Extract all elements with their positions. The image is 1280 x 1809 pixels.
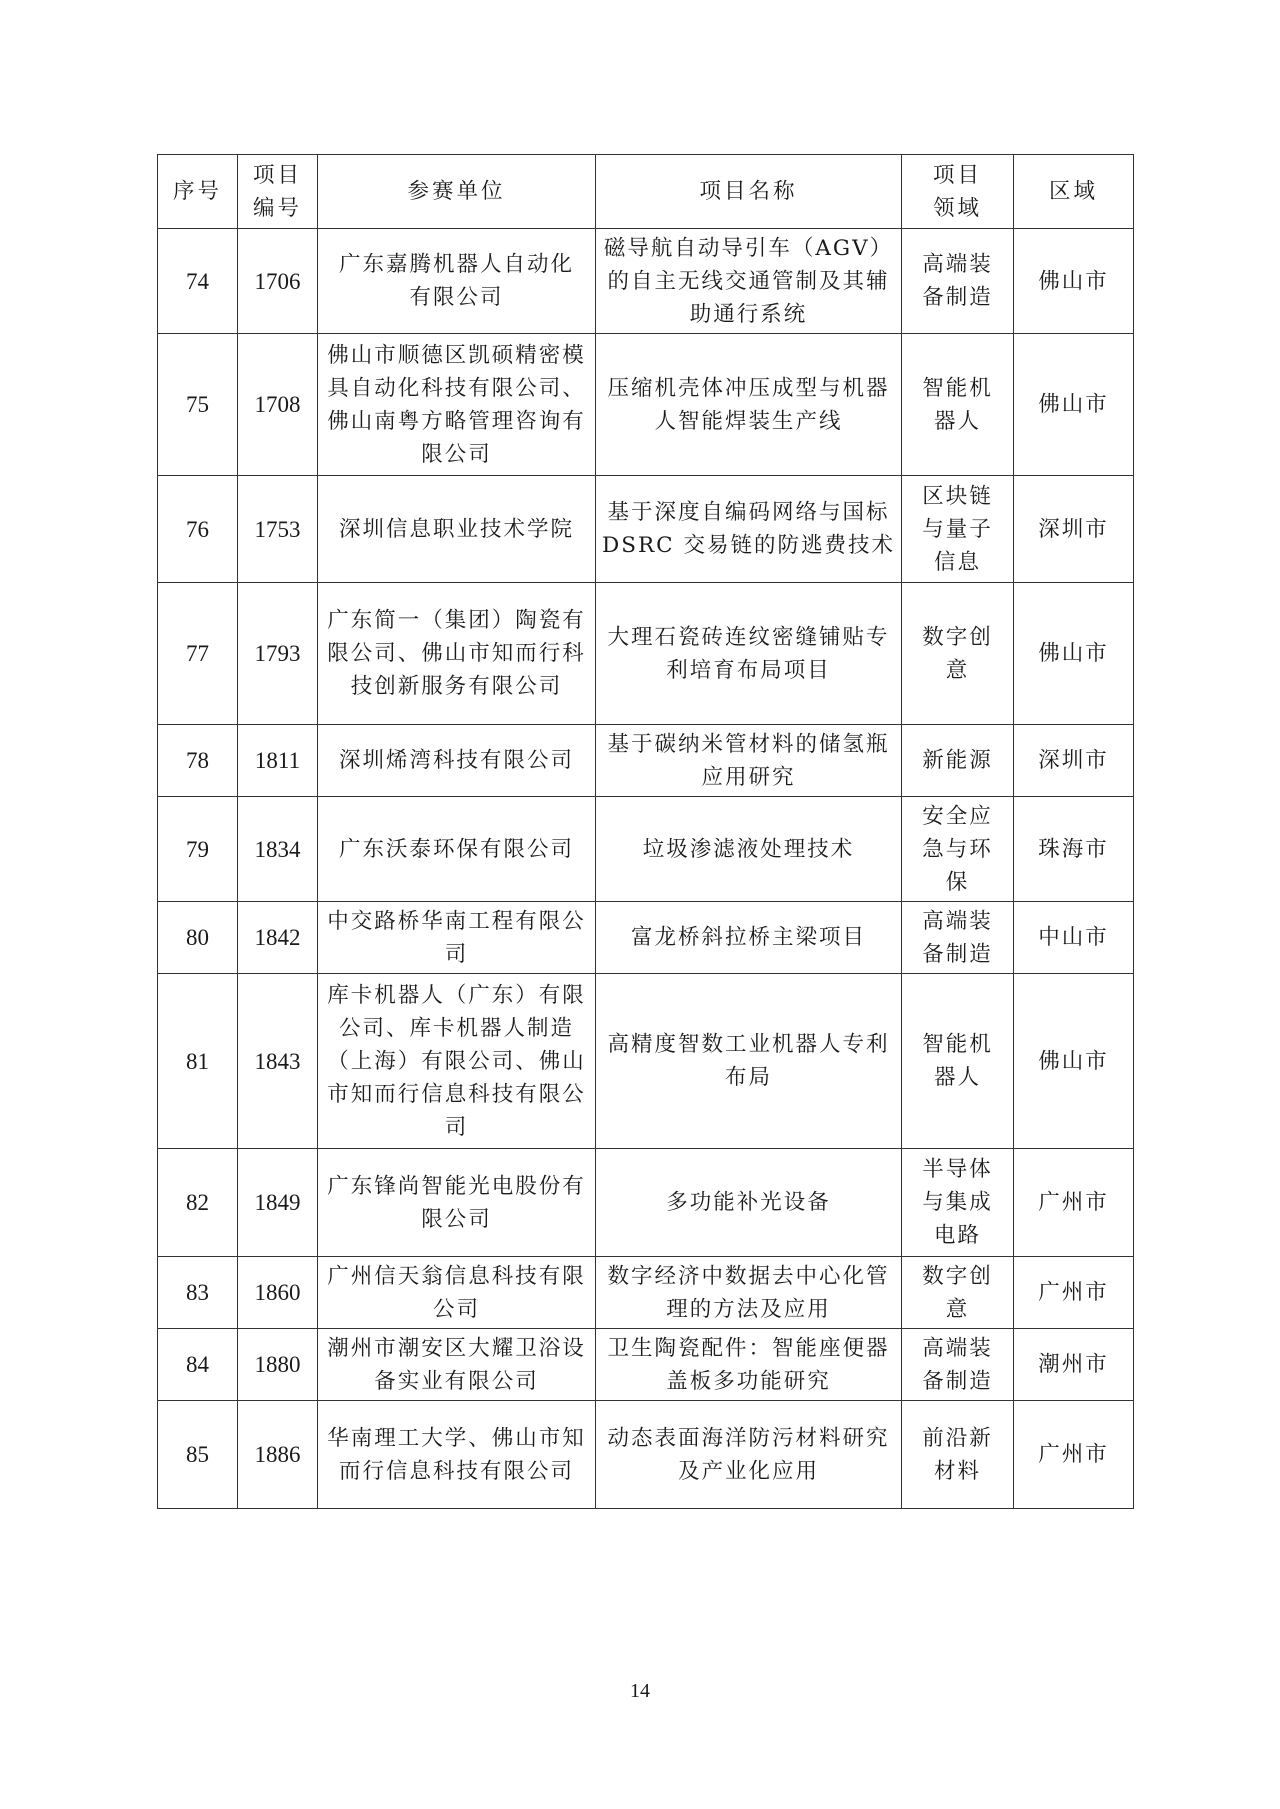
cell-unit: 广东嘉腾机器人自动化有限公司: [318, 229, 596, 334]
cell-unit: 中交路桥华南工程有限公司: [318, 902, 596, 974]
cell-unit: 佛山市顺德区凯硕精密模具自动化科技有限公司、佛山南粤方略管理咨询有限公司: [318, 334, 596, 476]
cell-field: 高端装备制造: [902, 1329, 1014, 1401]
header-unit: 参赛单位: [318, 155, 596, 229]
cell-seq: 76: [158, 476, 238, 583]
cell-seq: 78: [158, 725, 238, 797]
table-row: [158, 1329, 1134, 1401]
cell-name: 卫生陶瓷配件：智能座便器盖板多功能研究: [596, 1329, 902, 1401]
cell-seq: 84: [158, 1329, 238, 1401]
cell-name: 压缩机壳体冲压成型与机器人智能焊装生产线: [596, 334, 902, 476]
cell-unit: 深圳烯湾科技有限公司: [318, 725, 596, 797]
cell-unit: 广州信天翁信息科技有限公司: [318, 1257, 596, 1329]
cell-code: 1811: [238, 725, 318, 797]
cell-seq: 77: [158, 583, 238, 725]
cell-seq: 83: [158, 1257, 238, 1329]
cell-seq: 82: [158, 1149, 238, 1257]
cell-name: 基于碳纳米管材料的储氢瓶应用研究: [596, 725, 902, 797]
cell-code: 1834: [238, 797, 318, 902]
cell-field: 前沿新材料: [902, 1401, 1014, 1509]
cell-region: 广州市: [1014, 1257, 1134, 1329]
cell-field: 智能机器人: [902, 334, 1014, 476]
cell-seq: 80: [158, 902, 238, 974]
cell-unit: 华南理工大学、佛山市知而行信息科技有限公司: [318, 1401, 596, 1509]
cell-name: 数字经济中数据去中心化管理的方法及应用: [596, 1257, 902, 1329]
cell-code: 1886: [238, 1401, 318, 1509]
cell-code: 1880: [238, 1329, 318, 1401]
cell-code: 1753: [238, 476, 318, 583]
cell-field: 数字创意: [902, 1257, 1014, 1329]
cell-unit: 深圳信息职业技术学院: [318, 476, 596, 583]
cell-region: 中山市: [1014, 902, 1134, 974]
cell-code: 1849: [238, 1149, 318, 1257]
table-row: [158, 974, 1134, 1149]
cell-region: 佛山市: [1014, 229, 1134, 334]
cell-field: 智能机器人: [902, 974, 1014, 1149]
cell-region: 广州市: [1014, 1401, 1134, 1509]
cell-code: 1793: [238, 583, 318, 725]
cell-name: 动态表面海洋防污材料研究及产业化应用: [596, 1401, 902, 1509]
cell-name: 多功能补光设备: [596, 1149, 902, 1257]
table-row: [158, 797, 1134, 902]
cell-region: 广州市: [1014, 1149, 1134, 1257]
cell-seq: 81: [158, 974, 238, 1149]
cell-name: 大理石瓷砖连纹密缝铺贴专利培育布局项目: [596, 583, 902, 725]
header-seq: 序号: [158, 155, 238, 229]
header-field: 项目领域: [902, 155, 1014, 229]
table-row: [158, 1401, 1134, 1509]
table-row: [158, 229, 1134, 334]
cell-region: 佛山市: [1014, 583, 1134, 725]
cell-field: 数字创意: [902, 583, 1014, 725]
cell-field: 高端装备制造: [902, 902, 1014, 974]
cell-region: 佛山市: [1014, 334, 1134, 476]
header-region: 区域: [1014, 155, 1134, 229]
cell-unit: 广东简一（集团）陶瓷有限公司、佛山市知而行科技创新服务有限公司: [318, 583, 596, 725]
cell-name: 磁导航自动导引车（AGV）的自主无线交通管制及其辅助通行系统: [596, 229, 902, 334]
cell-name: 富龙桥斜拉桥主梁项目: [596, 902, 902, 974]
header-name: 项目名称: [596, 155, 902, 229]
cell-region: 深圳市: [1014, 725, 1134, 797]
cell-region: 深圳市: [1014, 476, 1134, 583]
cell-seq: 75: [158, 334, 238, 476]
cell-code: 1706: [238, 229, 318, 334]
cell-code: 1860: [238, 1257, 318, 1329]
cell-code: 1843: [238, 974, 318, 1149]
project-table: [157, 154, 1134, 1509]
table-row: [158, 334, 1134, 476]
cell-field: 区块链与量子信息: [902, 476, 1014, 583]
table-row: [158, 583, 1134, 725]
cell-unit: 库卡机器人（广东）有限公司、库卡机器人制造（上海）有限公司、佛山市知而行信息科技有限公司: [318, 974, 596, 1149]
cell-unit: 广东沃泰环保有限公司: [318, 797, 596, 902]
table-row: [158, 1149, 1134, 1257]
header-row: [158, 155, 1134, 229]
cell-field: 半导体与集成电路: [902, 1149, 1014, 1257]
cell-name: 基于深度自编码网络与国标 DSRC 交易链的防逃费技术: [596, 476, 902, 583]
page-number: 14: [630, 1680, 650, 1702]
cell-field: 新能源: [902, 725, 1014, 797]
cell-code: 1842: [238, 902, 318, 974]
table-row: [158, 725, 1134, 797]
cell-seq: 74: [158, 229, 238, 334]
cell-field: 安全应急与环保: [902, 797, 1014, 902]
cell-unit: 广东锋尚智能光电股份有限公司: [318, 1149, 596, 1257]
table-row: [158, 476, 1134, 583]
cell-field: 高端装备制造: [902, 229, 1014, 334]
cell-unit: 潮州市潮安区大耀卫浴设备实业有限公司: [318, 1329, 596, 1401]
cell-region: 佛山市: [1014, 974, 1134, 1149]
cell-seq: 79: [158, 797, 238, 902]
table-row: [158, 902, 1134, 974]
cell-region: 珠海市: [1014, 797, 1134, 902]
cell-name: 高精度智数工业机器人专利布局: [596, 974, 902, 1149]
header-code: 项目编号: [238, 155, 318, 229]
cell-code: 1708: [238, 334, 318, 476]
cell-region: 潮州市: [1014, 1329, 1134, 1401]
cell-seq: 85: [158, 1401, 238, 1509]
cell-name: 垃圾渗滤液处理技术: [596, 797, 902, 902]
table-row: [158, 1257, 1134, 1329]
